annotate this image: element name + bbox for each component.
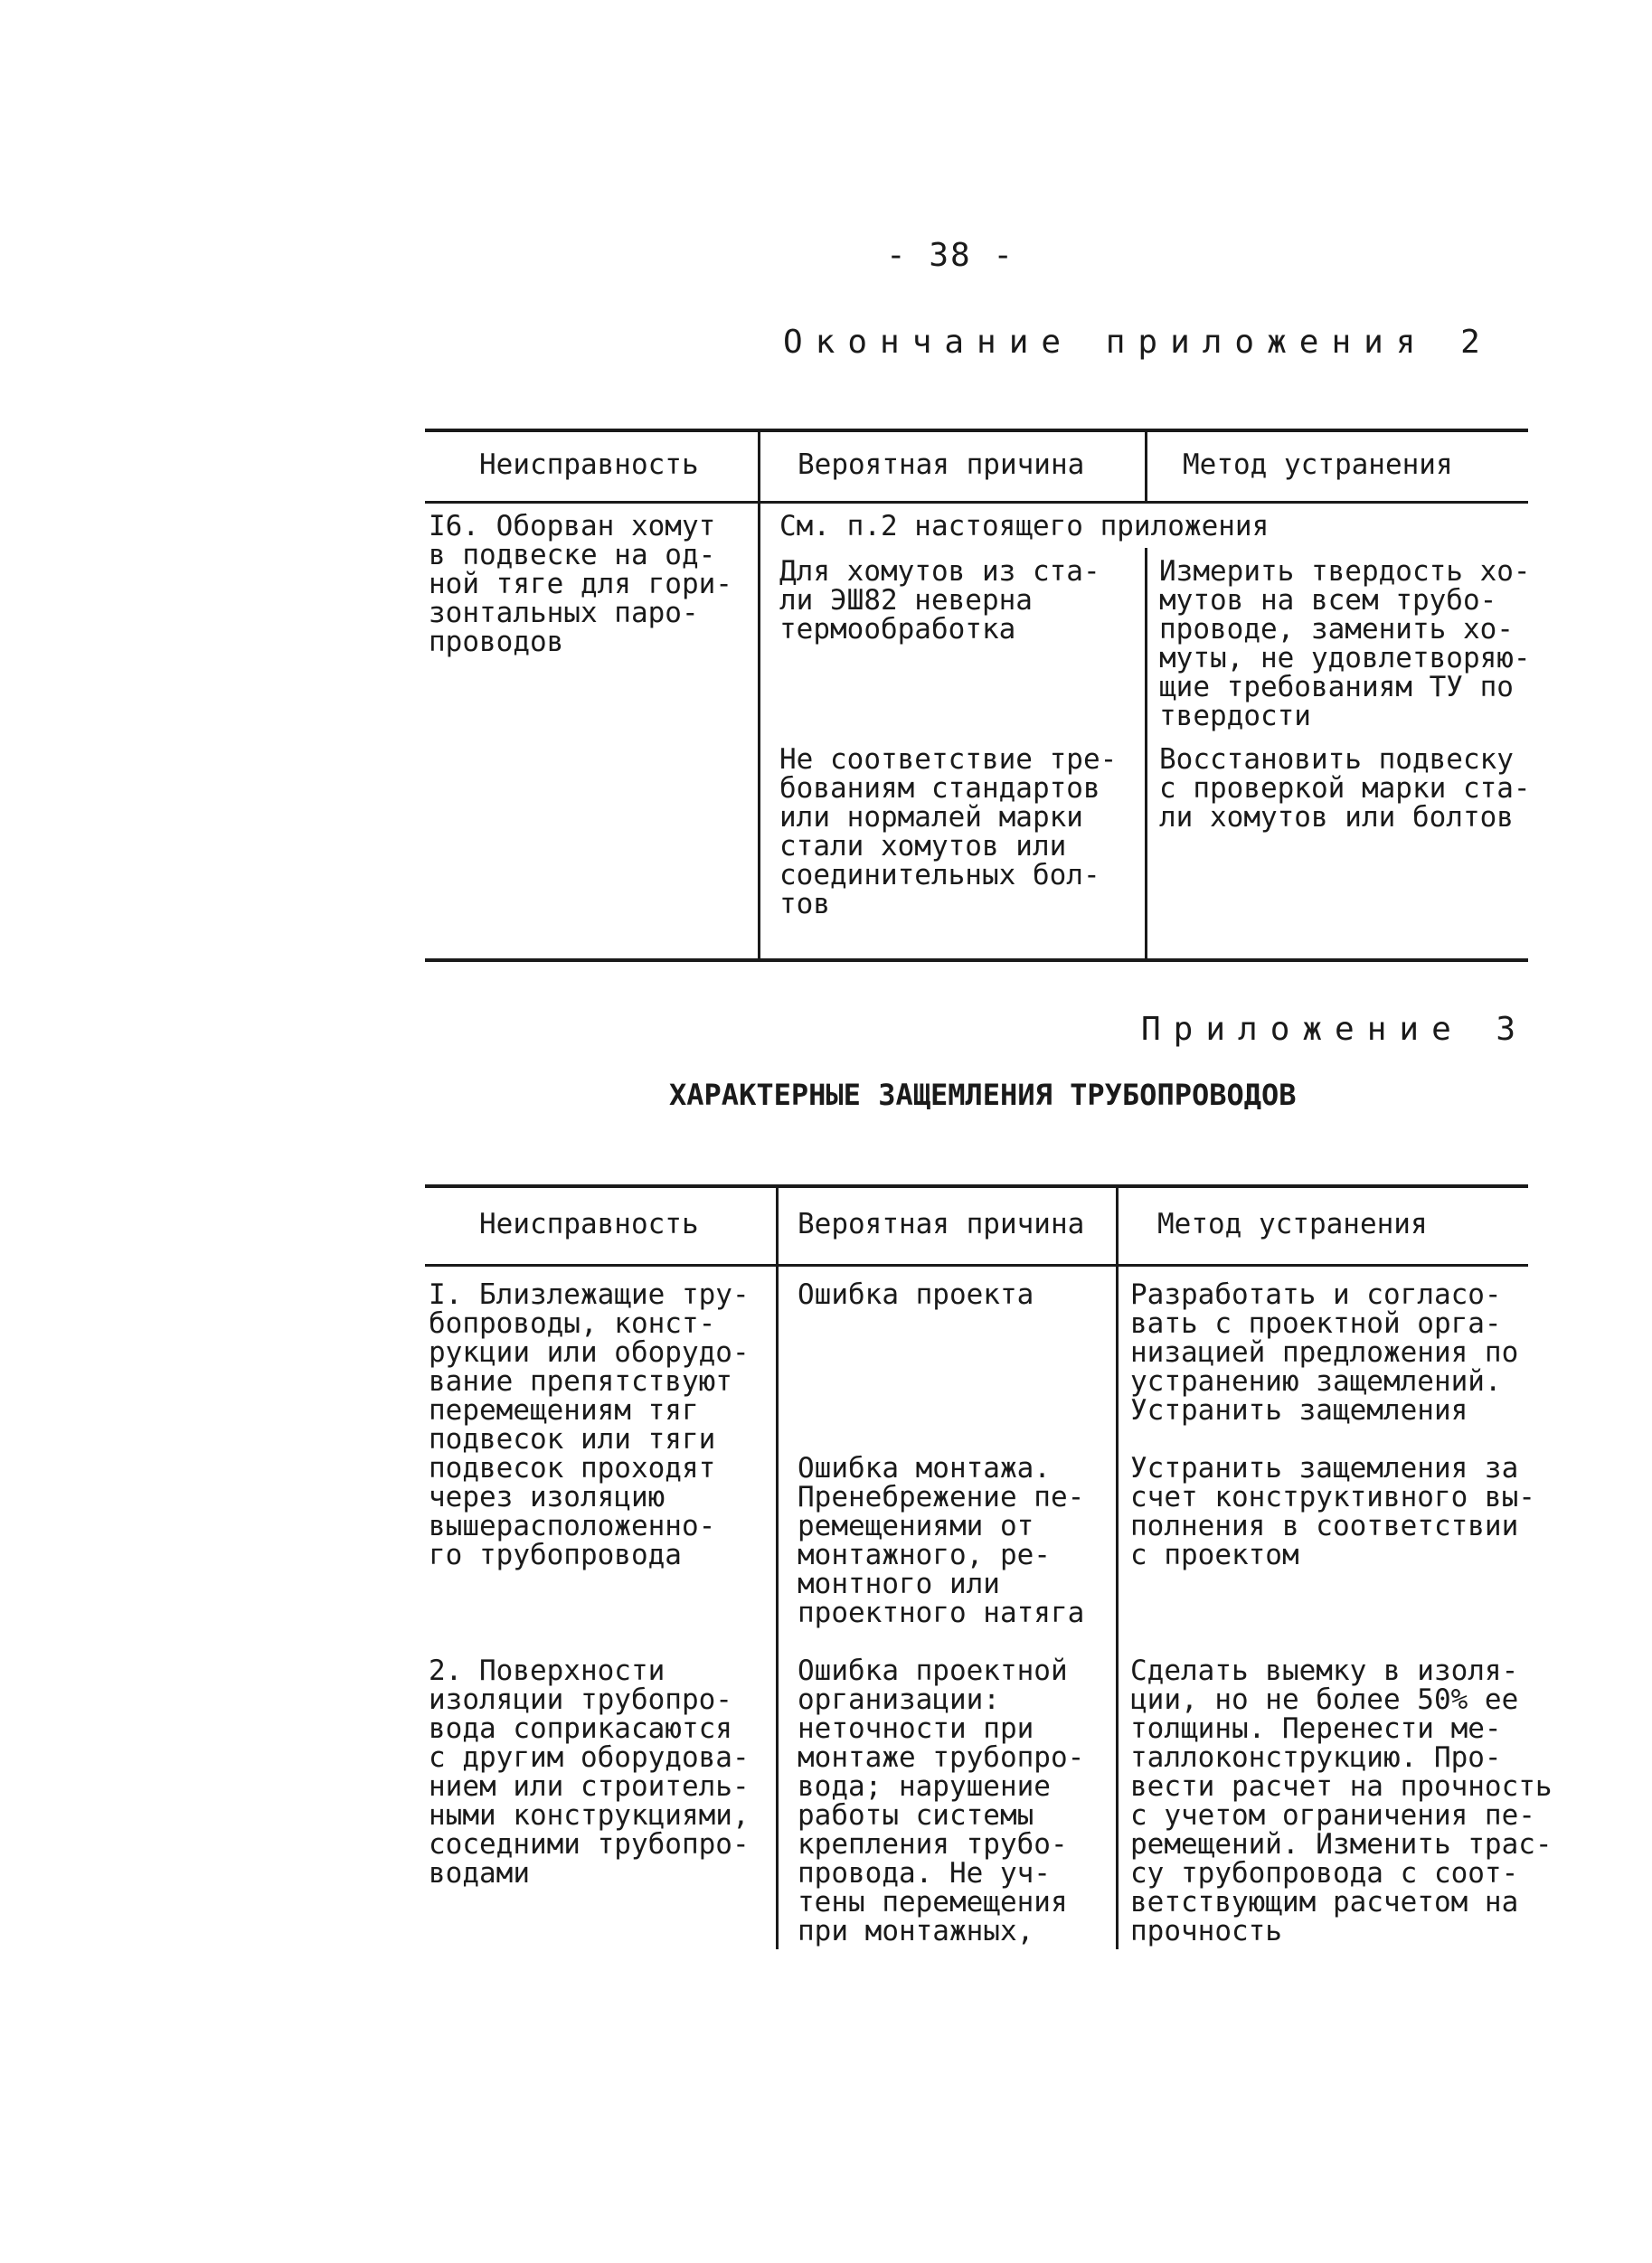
table1-col-divider-2a xyxy=(1145,429,1147,501)
table2-top-rule xyxy=(425,1184,1528,1188)
table1-header-rule xyxy=(425,501,1528,504)
table1-cause-1: Для хомутов из ста- ли ЭШ82 неверна термообработка xyxy=(779,555,1100,646)
table2-header-rule xyxy=(425,1264,1528,1267)
table2-header-remedy: Метод устранения xyxy=(1157,1208,1428,1240)
table2-header-cause: Вероятная причина xyxy=(798,1208,1085,1240)
table1-fault-cell: I6. Оборван хомут в подвеске на од- ной тяге для гори- зонтальных паро- проводов xyxy=(429,510,732,658)
table2-col-divider-2 xyxy=(1116,1184,1119,1949)
table2-row1-remedy-2: Устранить защемления за счет конструктивного вы- полнения в соответствии с проектом xyxy=(1130,1452,1535,1571)
table1-remedy-1: Измерить твердость хо- мутов на всем трубо- проводе, заменить хо- муты, не удовлетворяю- щие требованиям ТУ по твердости xyxy=(1159,555,1531,732)
table1-col-divider-1 xyxy=(758,429,760,960)
table1-header-cause: Вероятная причина xyxy=(798,448,1085,481)
table1-bottom-rule xyxy=(425,958,1528,962)
table2-row1-fault: I. Близлежащие тру- бопроводы, конст- рукции или оборудо- вание препятствуют перемещениям тяг подвесок или тяги подвесок проходят через изоляцию вышерасположенно- го трубопровода xyxy=(429,1278,750,1571)
table2-col-divider-1 xyxy=(776,1184,779,1949)
table2-row2-remedy-1: Сделать выемку в изоля- ции, но не более 50% ее толщины. Перенести ме- таллоконструкцию. Про- вести расчет на прочность с учетом ограничения пе- ремещений. Изменить трас- су трубопровода с соот- ветствующим расчетом на прочность xyxy=(1130,1655,1553,1947)
table1-remedy-2: Восстановить подвеску с проверкой марки ста- ли хомутов или болтов xyxy=(1159,743,1531,834)
table1-cause-2: Не соответствие тре- бованиям стандартов или нормалей марки стали хомутов или соединительных бол- тов xyxy=(779,743,1118,920)
table2-header-fault: Неисправность xyxy=(479,1208,699,1240)
table2-row2-cause-1: Ошибка проектной организации: неточности при монтаже трубопро- вода; нарушение работы системы крепления трубо- провода. Не уч- тены перемещения при монтажных, xyxy=(798,1655,1085,1947)
table-pipeline-clamping xyxy=(425,1184,1553,1980)
table2-row1-cause-1: Ошибка проекта xyxy=(798,1278,1034,1311)
table1-header-fault: Неисправность xyxy=(479,448,699,481)
table1-header-remedy: Метод устранения xyxy=(1183,448,1453,481)
table2-row1-cause-2: Ошибка монтажа. Пренебрежение пе- ремещениями от монтажного, ре- монтного или проектного натяга xyxy=(798,1452,1085,1629)
table1-top-rule xyxy=(425,429,1528,432)
table-appendix-2-end xyxy=(425,429,1531,971)
appendix-3-label: Приложение 3 xyxy=(1141,1011,1529,1048)
table1-col-divider-2b xyxy=(1145,548,1147,960)
page-number: - 38 - xyxy=(886,237,1015,274)
table1-caption: Окончание приложения 2 xyxy=(783,324,1493,361)
table2-row2-fault: 2. Поверхности изоляции трубопро- вода соприкасаются с другим оборудова- нием или строитель- ными конструкциями, соседними трубопро- водами xyxy=(429,1655,750,1890)
table2-row1-remedy-1: Разработать и согласо- вать с проектной орга- низацией предложения по устранению защемлений. Устранить защемления xyxy=(1130,1278,1519,1427)
table1-span-note: См. п.2 настоящего приложения xyxy=(779,510,1270,542)
section-title: ХАРАКТЕРНЫЕ ЗАЩЕМЛЕНИЯ ТРУБОПРОВОДОВ xyxy=(669,1078,1297,1112)
